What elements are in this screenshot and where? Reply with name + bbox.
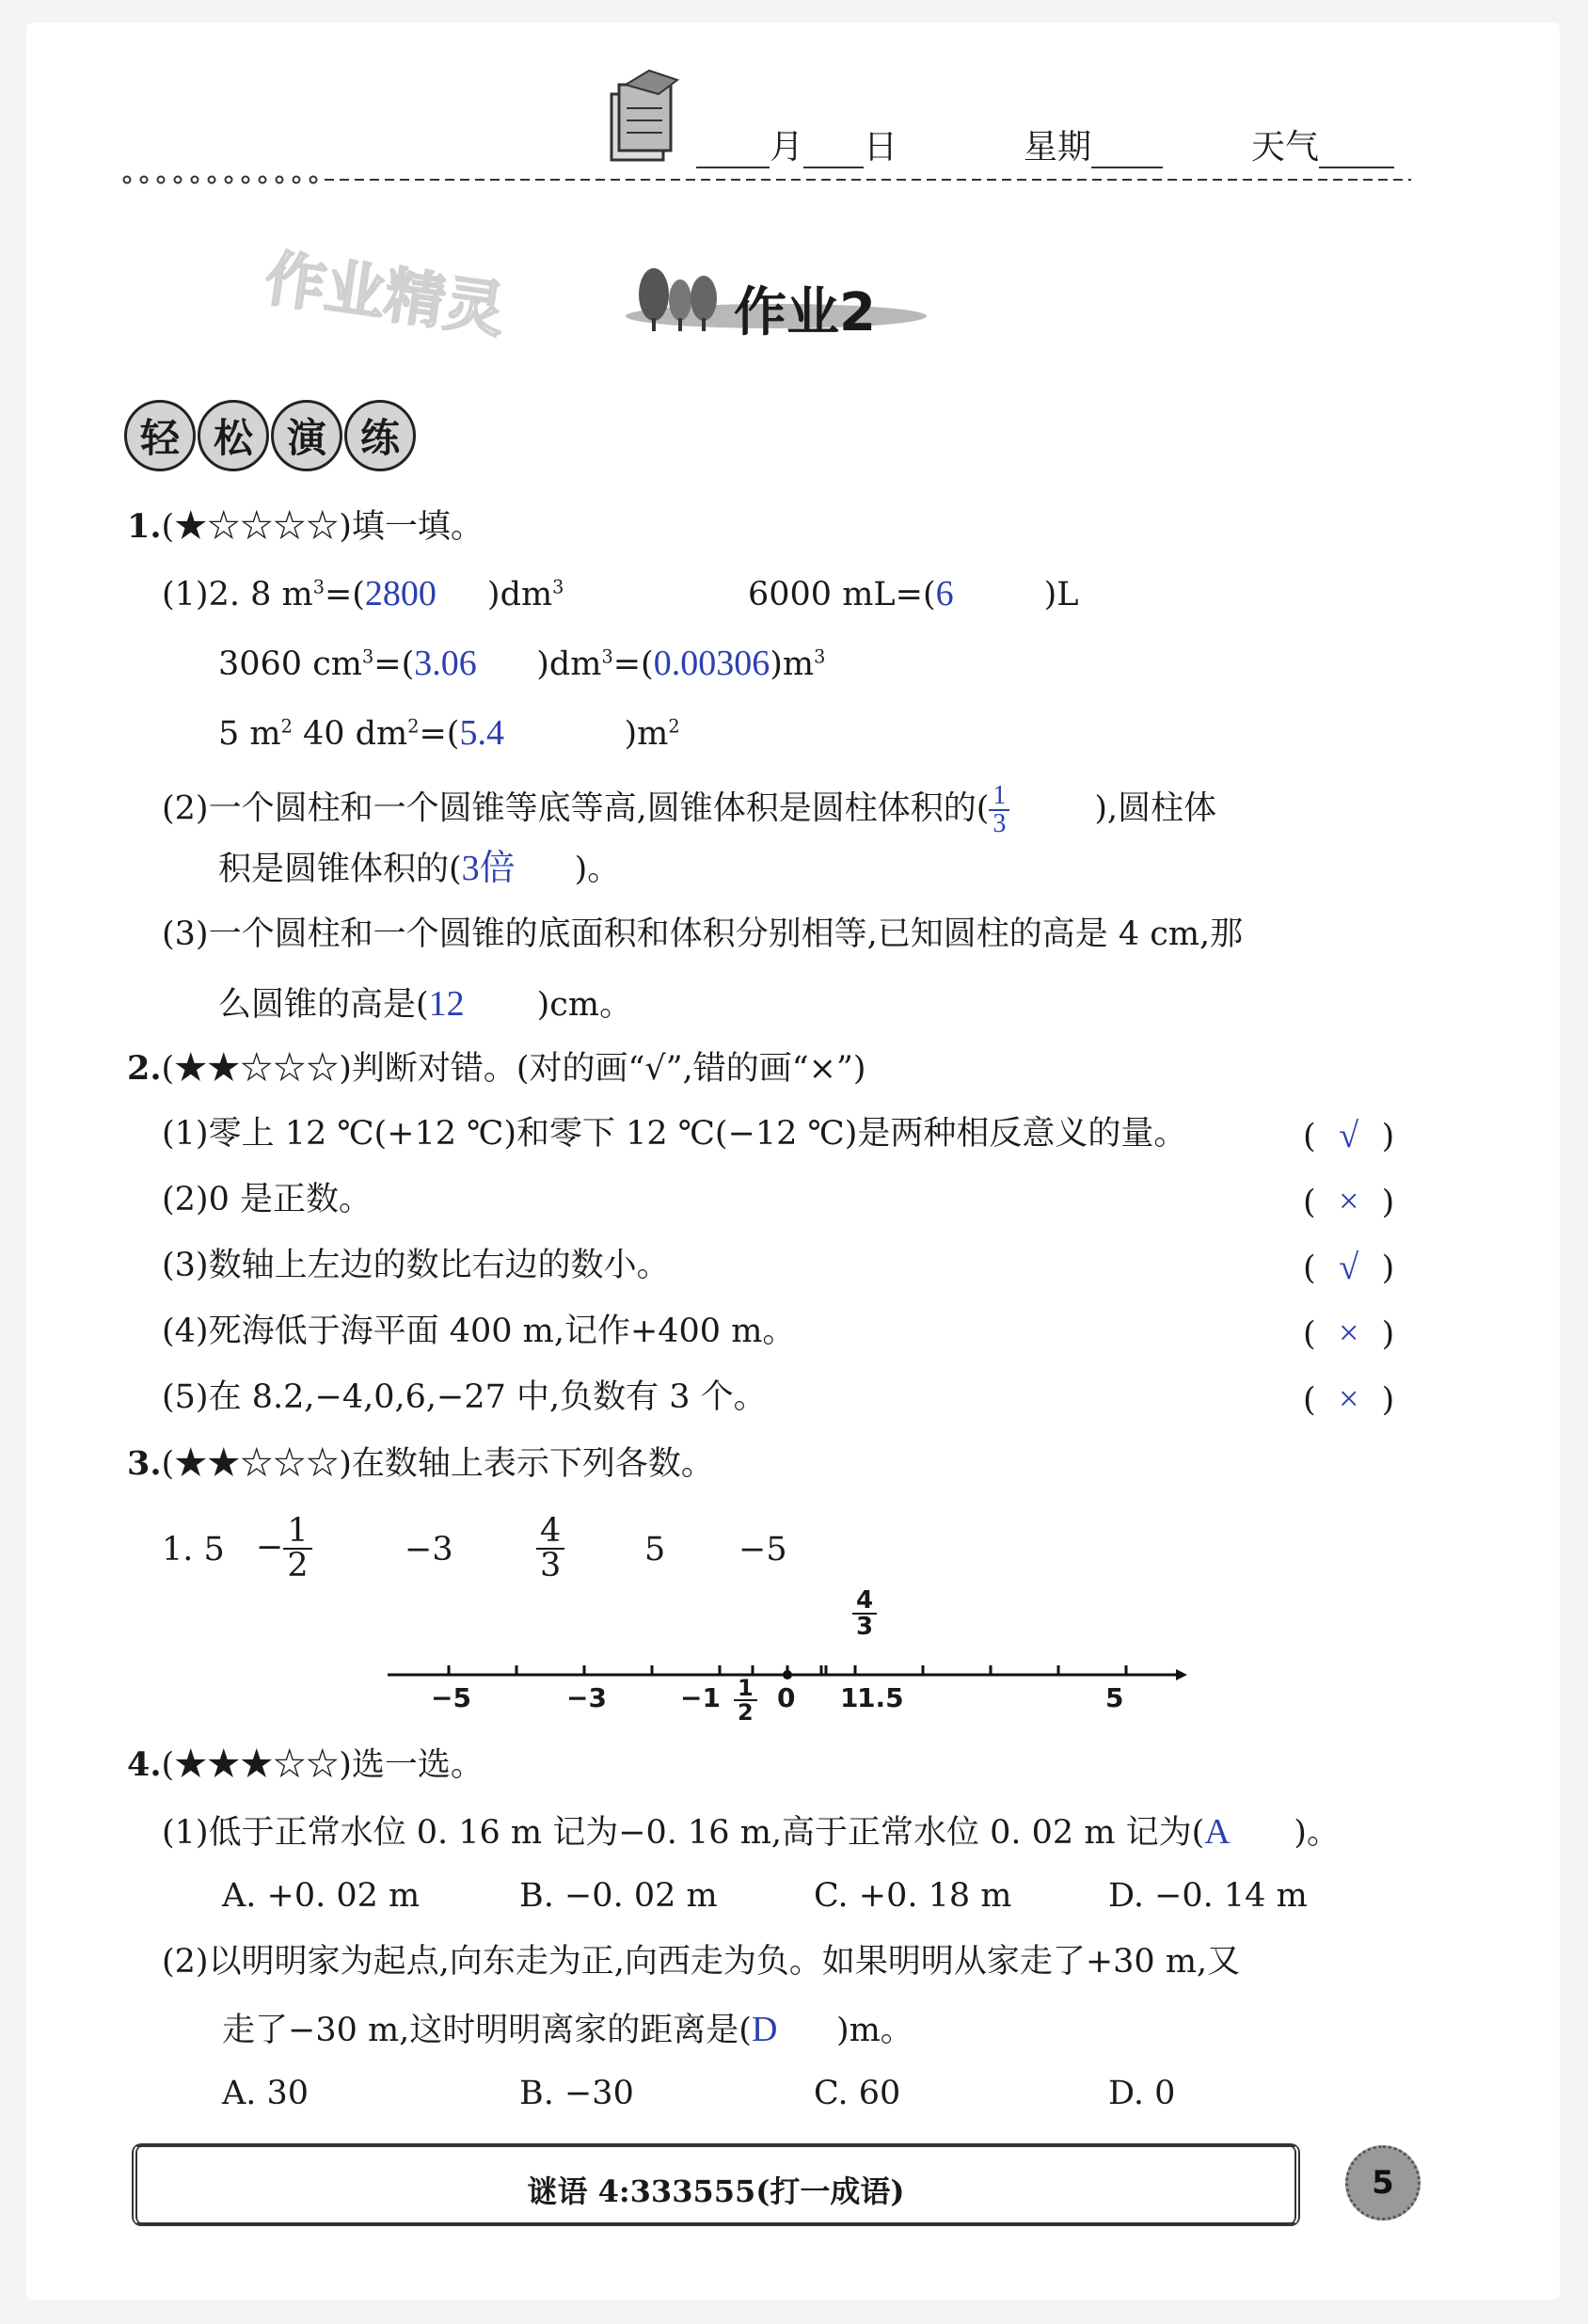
tree-icon <box>633 266 723 332</box>
q4-part2-option-c: C. 60 <box>814 2075 901 2112</box>
q1-part1-c: 3060 $cm^3=(3.06$ )$dm^3=(0.00306)m^3$ <box>218 644 826 683</box>
axis-label-five: 5 <box>1105 1682 1124 1713</box>
axis-label-four-thirds: $\frac{4}{3}$ <box>852 1588 877 1639</box>
q3-number-a: 1. 5 <box>162 1531 225 1568</box>
q1-part1-d: 5 $m^2$ 40 $dm^2=(5.4$ )$m^2$ <box>218 713 680 753</box>
question-4-prompt: 4.(★★★☆☆)选一选。 <box>127 1745 484 1784</box>
question-3-prompt: 3.(★★☆☆☆)在数轴上表示下列各数。 <box>127 1444 714 1483</box>
q4-part1-option-a: A. +0. 02 m <box>222 1877 421 1915</box>
q1-part1-b: 6000 mL=(6 )L <box>748 574 1079 613</box>
q1-part3-b: 么圆锥的高是(12 )cm。 <box>218 984 633 1024</box>
weekday-field: 星期 <box>1024 120 1163 168</box>
axis-label-one: 1 <box>840 1682 859 1713</box>
q3-number-e: 5 <box>644 1531 666 1568</box>
q3-number-d: $\frac{4}{3}$ <box>536 1515 564 1583</box>
q4-part1-option-b: B. −0. 02 m <box>519 1877 718 1915</box>
riddle-text: 谜语 4:333555(打一成语) <box>527 2173 905 2209</box>
q4-part1: (1)低于正常水位 0. 16 m 记为−0. 16 m,高于正常水位 0. 02 m 记为(A )。 <box>162 1812 1340 1852</box>
q4-part2-a: (2)以明明家为起点,向东走为正,向西走为负。如果明明从家走了+30 m,又 <box>162 1943 1241 1981</box>
axis-label-minus5: −5 <box>431 1682 471 1713</box>
q1-part3-a: (3)一个圆柱和一个圆锥的底面积和体积分别相等,已知圆柱的高是 4 cm,那 <box>162 915 1244 953</box>
arrow-right-icon <box>1176 1669 1187 1680</box>
q3-number-c: −3 <box>405 1531 453 1568</box>
q1-part2-answer: $\frac{1}{3}$ <box>989 783 1009 837</box>
q2-item-3-answer: ( √ ) <box>1303 1248 1395 1287</box>
q2-item-3: (3)数轴上左边的数比右边的数小。 <box>162 1247 670 1284</box>
q1-part1-a: (1)2. 8 $m^3=(2800$ )$dm^3$ <box>162 574 564 613</box>
q2-item-1: (1)零上 12 ℃(+12 ℃)和零下 12 ℃(−12 ℃)是两种相反意义的量。 <box>162 1115 1187 1153</box>
axis-label-minus3: −3 <box>566 1682 607 1713</box>
q3-number-b: − $\frac{1}{2}$ <box>256 1515 312 1583</box>
q2-item-5-answer: ( × ) <box>1303 1379 1395 1419</box>
q4-part2-option-b: B. −30 <box>519 2075 634 2112</box>
q2-item-4: (4)死海低于海平面 400 m,记作+400 m。 <box>162 1313 796 1350</box>
axis-label-minus1: −1 <box>680 1682 721 1713</box>
q1-part2-b: 积是圆锥体积的(3倍 )。 <box>218 849 621 888</box>
date-field: 月 日 <box>696 120 897 168</box>
question-1-prompt: 1.(★☆☆☆☆)填一填。 <box>127 507 484 546</box>
axis-label-minus-half: $\frac{1}{2}$ <box>734 1677 757 1724</box>
q2-item-1-answer: ( √ ) <box>1303 1116 1395 1155</box>
q1-part2-a: (2)一个圆柱和一个圆锥等底等高,圆锥体积是圆柱体积的( $\frac{1}{3}$ ),圆柱体 <box>162 781 1217 838</box>
q4-part1-option-d: D. −0. 14 m <box>1108 1877 1308 1915</box>
q4-part2-option-d: D. 0 <box>1108 2075 1176 2112</box>
q4-part2-b: 走了−30 m,这时明明离家的距离是(D )m。 <box>222 2010 913 2049</box>
axis-label-zero: 0 <box>777 1682 796 1713</box>
watermark: 作业精灵 <box>261 244 510 347</box>
q2-item-2: (2)0 是正数。 <box>162 1181 372 1218</box>
page-number: 5 <box>1345 2145 1421 2221</box>
q2-item-5: (5)在 8.2,−4,0,6,−27 中,负数有 3 个。 <box>162 1378 767 1416</box>
section-heading: 轻 松 演 练 <box>124 400 416 473</box>
q2-item-2-answer: ( × ) <box>1303 1182 1395 1221</box>
weather-field: 天气 <box>1251 120 1394 168</box>
q3-number-f: −5 <box>738 1531 787 1568</box>
q4-part1-option-c: C. +0. 18 m <box>814 1877 1012 1915</box>
question-2-prompt: 2.(★★☆☆☆)判断对错。(对的画“√”,错的画“×”) <box>127 1049 866 1088</box>
number-line <box>376 1618 1204 1731</box>
riddle-scroll <box>132 2143 1300 2226</box>
header-divider <box>122 175 1411 184</box>
axis-label-one-five: 1.5 <box>857 1682 904 1713</box>
book-icon <box>602 66 687 165</box>
page-title: 作业2 <box>734 282 876 343</box>
q4-part2-option-a: A. 30 <box>222 2075 310 2112</box>
q2-item-4-answer: ( × ) <box>1303 1313 1395 1353</box>
